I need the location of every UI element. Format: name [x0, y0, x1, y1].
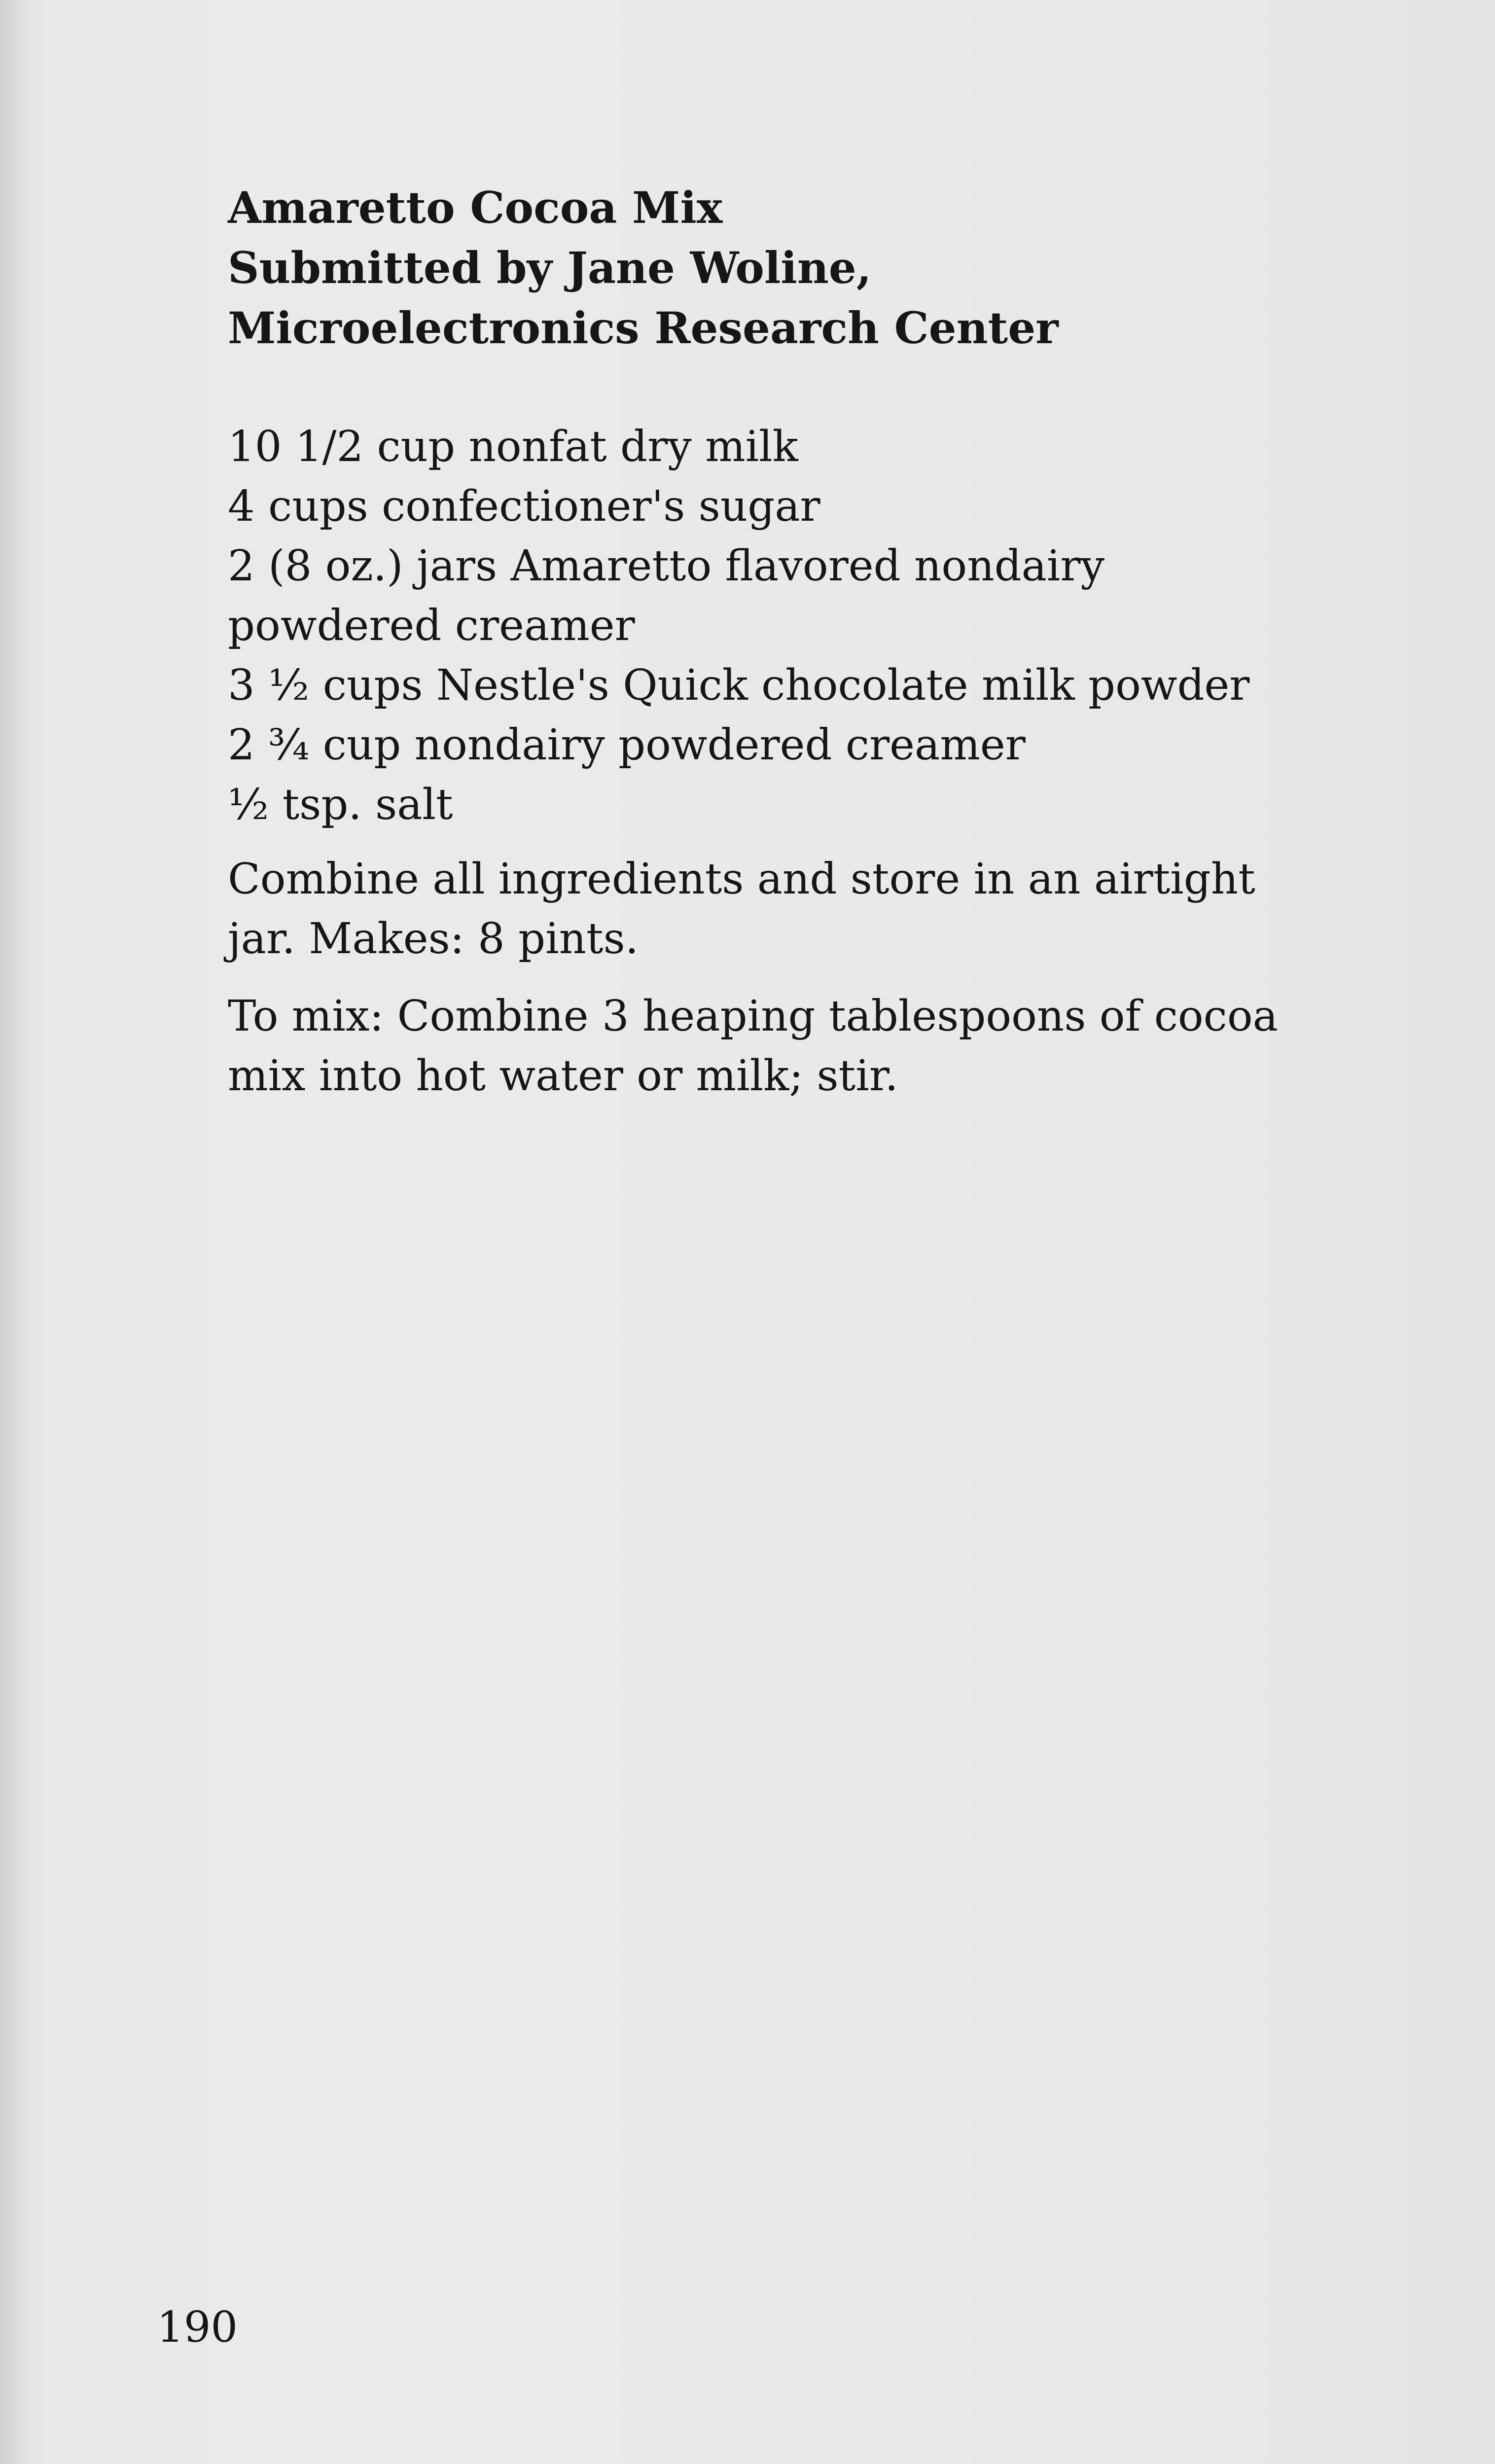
page-edge-shadow [0, 0, 30, 2464]
ingredient-line: 2 ¾ cup nondairy powdered creamer [228, 720, 1026, 770]
recipe-organization: Microelectronics Research Center [228, 302, 1059, 354]
recipe-submitted-by: Submitted by Jane Woline, [228, 242, 872, 293]
recipe-title: Amaretto Cocoa Mix [228, 182, 723, 233]
ingredient-line: ½ tsp. salt [228, 780, 453, 829]
ingredient-line: 10 1/2 cup nonfat dry milk [228, 422, 798, 471]
ingredient-line: 4 cups confectioner's sugar [228, 482, 820, 531]
instructions-paragraph [228, 850, 1377, 969]
to-mix-line: mix into hot water or milk; stir. [228, 1051, 898, 1101]
instructions-line: jar. Makes: 8 pints. [228, 914, 639, 964]
to-mix-paragraph [228, 987, 1377, 1106]
ingredient-line: 2 (8 oz.) jars Amaretto flavored nondairy [228, 541, 1105, 591]
ingredient-line: 3 ½ cups Nestle's Quick chocolate milk powder [228, 661, 1250, 710]
to-mix-line: To mix: Combine 3 heaping tablespoons of cocoa [228, 992, 1278, 1041]
recipe-block [228, 178, 1377, 1106]
ingredient-list [228, 417, 1377, 835]
page-number: 190 [157, 2303, 238, 2352]
ingredient-line: powdered creamer [228, 601, 635, 650]
instructions-line: Combine all ingredients and store in an airtight [228, 855, 1255, 904]
